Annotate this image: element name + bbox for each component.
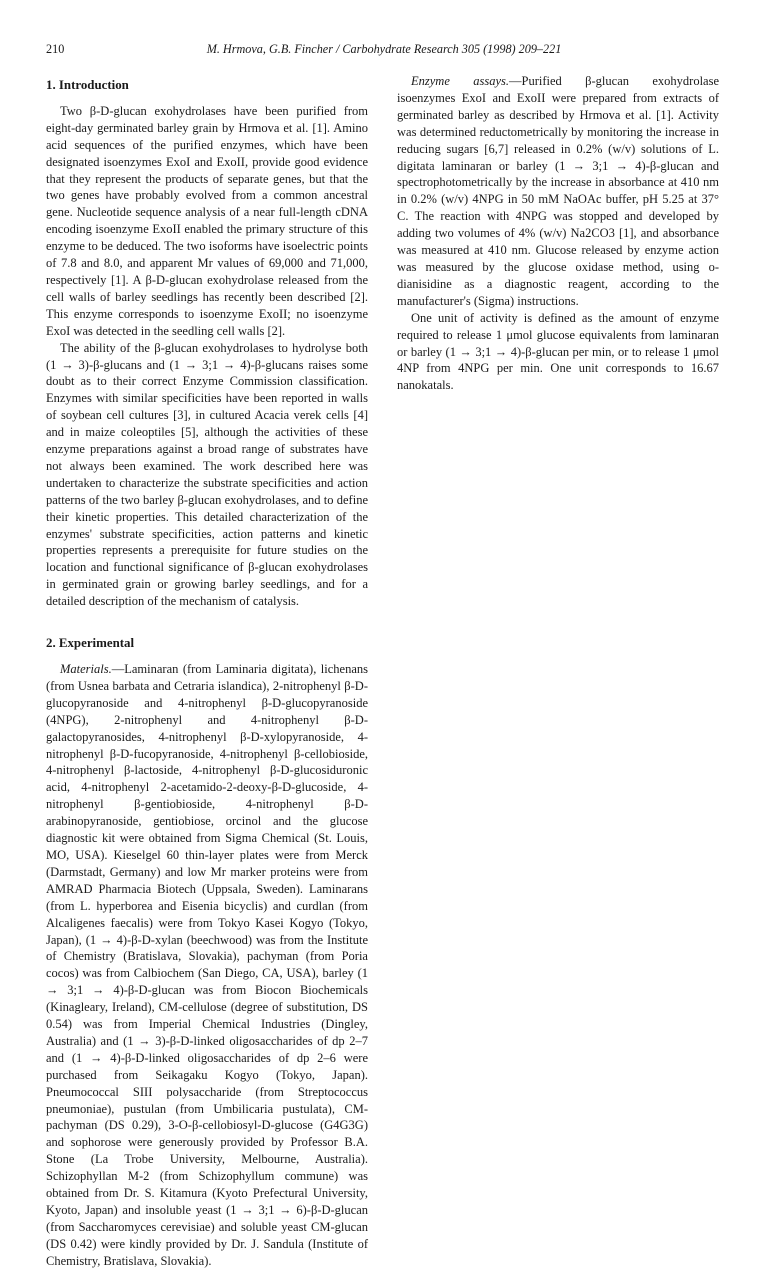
materials-text: —Laminaran (from Laminaria digitata), lichenans (from Usnea barbata and Cetraria islandica), 2-nitrophenyl β-D-glucopyranoside and 4-nitrophenyl β-D-glucopyranoside (4NPG), 2-nitrophenyl and 4-nitrophenyl β-D-galactopyranosides, 4-nitrophenyl β-D-xylopyranoside, 4-nitrophenyl β-D-fucopyranoside, 4-nitrophenyl β-cellobioside, 4-nitrophenyl β-lactoside, 4-nitrophenyl β-D-glucosiduronic acid, 4-nitrophenyl 2-acetamido-2-deoxy-β-D-glucoside, 4-nitrophenyl β-gentiobioside, 4-nitrophenyl β-D-arabinopyranoside, gentiobiose, orcinol and the glucose diagnostic kit were obtained from Sigma Chemical (St. Louis, MO, USA). Kieselgel 60 thin-layer plates were from Merck (Darmstadt, Germany) and low Mr marker proteins were from AMRAD Pharmacia Biotech (Uppsala, Sweden). Laminarans (from L. hyperborea and Eisenia bicyclis) and curdlan (from Alcaligenes faecalis) were from Tokyo Kasei Kogyo (Tokyo, Japan), (1 → 4)-β-D-xylan (beechwood) was from the Institute of Chemistry (Bratislava, Slovakia), pachyman (from Poria cocos) was from Calbiochem (San Diego, CA, USA), barley (1 → 3;1 → 4)-β-D-glucan was from Biocon Biochemicals (Kinagleary, Ireland), CM-cellulose (degree of substitution, DS 0.54) was from Imperial Chemical Industries (Dingley, Australia) and (1 → 3)-β-D-linked oligosaccharides of dp 2–7 and (1 → 4)-β-D-linked oligosaccharides of dp 2–6 were purchased from Seikagaku Kogyo (Tokyo, Japan). Pneumococcal SIII polysaccharide (from Streptococcus pneumoniae), pustulan (from Umbilicaria pustulata), CM-pachyman (DS 0.29), 3-O-β-cellobiosyl-D-glucose (G4G3G) and sophorose were generously provided by Professor B.A. Stone (La Trobe University, Melbourne, Australia). Schizophyllan M-2 (from Schizophyllum commune) was obtained from Dr. S. Kitamura (Kyoto Prefectural University, Kyoto, Japan) and insoluble yeast (1 → 3;1 → 6)-β-D-glucan (from Saccharomyces cerevisiae) and soluble yeast CM-glucan (DS 0.42) were kindly provided by Dr. J. Sandula (Institute of Chemistry, Bratislava, Slovakia). xyxy=(46,662,368,1268)
introduction-heading: 1. Introduction xyxy=(46,78,129,92)
enzyme-assays-subheading: Enzyme assays. xyxy=(411,74,510,88)
enzyme-assays-text: —Purified β-glucan exohydrolase isoenzymes ExoI and ExoII were prepared from extracts of germinated barley as described by Hrmova et al. [1]. Activity was determined reductometrically by monitoring the increase in reducing sugars [6,7] released in 0.2% (w/v) solutions of L. digitata laminaran or barley (1 → 3;1 → 4)-β-glucan and spectrophotometrically by the increase in absorbance at 410 nm in 0.2% (w/v) 4NPG in 50 mM NaOAc buffer, pH 5.25 at 37° C. The reaction with 4NPG was stopped and developed by adding two volumes of 4% (w/v) Na2CO3 [1], and absorbance was measured at 410 nm. Glucose released by enzyme action was measured by the glucose oxidase method, using o-dianisidine as a diagnostic reagent, according to the manufacturer's (Sigma) instructions. xyxy=(397,74,720,308)
right-column xyxy=(397,73,719,394)
materials-paragraph-start xyxy=(46,661,368,1270)
introduction-paragraph-2: The ability of the β-glucan exohydrolases to hydrolyse both (1 → 3)-β-glucans and (1 → 3;1 → 4)-β-glucans raises some doubt as to their correct Enzyme Commission classification. Enzymes with similar specificities have been reported in walls of soybean cell cultures [3], in cultured Acacia verek cells [4] and in maize coleoptiles [5], although the activities of these enzyme preparations against a broad range of substrates have not always been examined. The work described here was undertaken to characterize the substrate specificities and action patterns of the two barley β-glucan exohydrolases, and to define their kinetic properties. This detailed characterization of the enzymes' substrate specificities, action patterns and kinetic properties represents a prerequisite for future studies on the location and functional significance of β-glucan exohydrolases in germinated grain or growing barley seedlings, and for a detailed description of the mechanism of catalysis. xyxy=(46,340,368,609)
materials-subheading: Materials. xyxy=(60,662,112,676)
running-head xyxy=(46,42,722,60)
experimental-heading: 2. Experimental xyxy=(46,636,135,651)
left-column xyxy=(46,73,368,1270)
enzyme-assays-paragraph xyxy=(397,73,719,310)
journal-citation-line: M. Hrmova, G.B. Fincher / Carbohydrate Research 305 (1998) 209–221 xyxy=(206,42,562,56)
introduction-paragraph-1: Two β-D-glucan exohydrolases have been purified from eight-day germinated barley grain by Hrmova et al. [1]. Amino acid sequences of the purified enzymes, which have been designated isoenzymes ExoI and ExoII, provide good evidence that they represent the products of separate genes, but that the two genes have probably evolved from a common ancestral gene. Nucleotide sequence analysis of a near full-length cDNA encoding isoenzyme ExoII enabled the primary structure of this enzyme to be deduced. The two isoforms have isoelectric points of 7.8 and 8.0, and apparent Mr values of 69,000 and 71,000, respectively [1]. A β-D-glucan exohydrolase released from the cell walls of barley seedlings has recently been described [2]. This enzyme corresponds to isoenzyme ExoII; no isoenzyme ExoI was detected in the seedling cell walls [2]. xyxy=(46,103,368,338)
page-number: 210 xyxy=(46,42,65,56)
unit-definition-paragraph: One unit of activity is defined as the amount of enzyme required to release 1 μmol glucose equivalents from laminaran or barley (1 → 3;1 → 4)-β-glucan per min, or to release 1 μmol 4NP from 4NPG per min. One unit corresponds to 16.67 nanokatals. xyxy=(397,310,719,393)
